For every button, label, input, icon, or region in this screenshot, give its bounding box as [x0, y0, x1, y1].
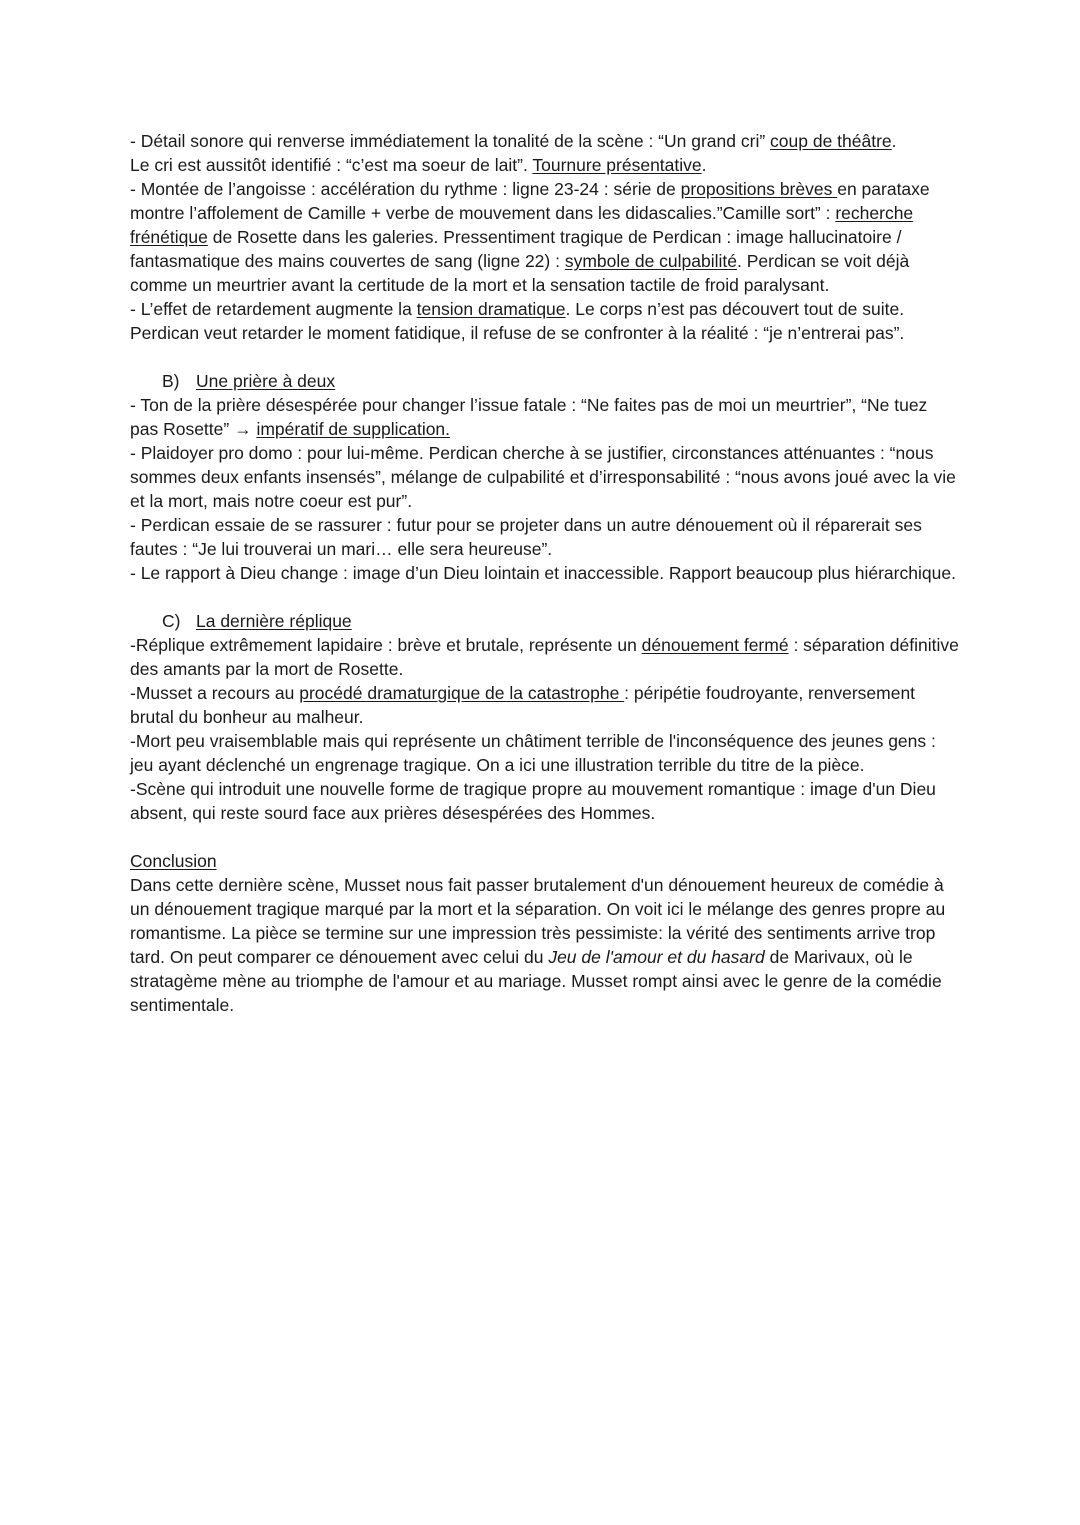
spacer [130, 585, 960, 609]
text-run: . [891, 131, 897, 151]
text-run: -Musset a recours au [130, 683, 300, 703]
underlined-term: symbole de culpabilité [564, 251, 738, 271]
text-run: Le cri est aussitôt identifié : “c’est ma soeur de lait”. [130, 155, 533, 175]
paragraph-plaidoyer: - Plaidoyer pro domo : pour lui-même. Perdican cherche à se justifier, circonstances atténuantes : “nous sommes deux enfants insensés”, mélange de culpabilité et d’irresponsabilité : “nous avons joué avec la vie et la mort, mais notre coeur est pur”. [130, 443, 956, 511]
text-run: Dans cette dernière scène, Musset nous fait passer brutalement d'un dénouement heureux de comédie à un dénouement tragique marqué par la mort et la séparation. On voit ici le mélange des genres propre au romantisme. La pièce se termine sur une impression très pessimiste: la vérité des sentiments arrive trop tard. On peut comparer ce dénouement avec celui du [130, 875, 946, 967]
section-b-heading [130, 369, 960, 393]
conclusion-heading [130, 849, 960, 873]
section-c-heading [130, 609, 960, 633]
text-run: -Réplique extrêmement lapidaire : brève et brutale, représente un [130, 635, 642, 655]
paragraph-mort: -Mort peu vraisemblable mais qui représente un châtiment terrible de l'inconséquence des jeunes gens : jeu ayant déclenché un engrenage tragique. On a ici une illustration terrible du titre de la pièce. [130, 731, 936, 775]
document-content [130, 129, 960, 1017]
paragraph-replique [130, 633, 960, 681]
section-title: La dernière réplique [196, 611, 352, 631]
section-letter: B) [162, 371, 180, 391]
paragraph-angoisse [130, 177, 960, 297]
text-run: : péripétie foudroyante, renversement brutal du bonheur au malheur. [130, 683, 916, 727]
paragraph-cri [130, 129, 960, 177]
text-run: . Le corps n’est pas découvert tout de suite. Perdican veut retarder le moment fatidique, il refuse de se confronter à la réalité : “je n’entrerai pas”. [130, 299, 905, 343]
text-run: : séparation définitive des amants par la mort de Rosette. [130, 635, 959, 679]
underlined-term: coup de théâtre [770, 131, 892, 151]
underlined-term: procédé dramaturgique de la catastrophe [299, 683, 625, 703]
text-run: - Montée de l’angoisse : accélération du rythme : ligne 23-24 : série de [130, 179, 681, 199]
paragraph-catastrophe [130, 681, 960, 729]
paragraph-conclusion [130, 873, 960, 1017]
underlined-term: Tournure présentative [532, 155, 702, 175]
section-letter: C) [162, 611, 181, 631]
text-run: - L’effet de retardement augmente la [130, 299, 417, 319]
spacer [130, 345, 960, 369]
italic-title: Jeu de l'amour et du hasard [548, 947, 765, 967]
text-run: en parataxe montre l’affolement de Camille + verbe de mouvement dans les didascalies.”Camille sort” : [130, 179, 930, 223]
paragraph-retardement [130, 297, 960, 345]
text-run: - Détail sonore qui renverse immédiatement la tonalité de la scène : “Un grand cri” [130, 131, 771, 151]
underlined-term: dénouement fermé [641, 635, 789, 655]
paragraph-tragique: -Scène qui introduit une nouvelle forme de tragique propre au mouvement romantique : image d'un Dieu absent, qui reste sourd face aux prières désespérées des Hommes. [130, 779, 936, 823]
paragraph-dieu: - Le rapport à Dieu change : image d’un Dieu lointain et inaccessible. Rapport beaucoup plus hiérarchique. [130, 563, 956, 583]
underlined-term: recherche frénétique [130, 203, 914, 247]
text-run: . [701, 155, 707, 175]
spacer [130, 825, 960, 849]
underlined-term: tension dramatique [416, 299, 566, 319]
text-run: - Ton de la prière désespérée pour changer l’issue fatale : “Ne faites pas de moi un meurtrier”, “Ne tuez pas Rosette” → [130, 395, 928, 439]
paragraph-priere [130, 393, 960, 441]
text-run: de Rosette dans les galeries. Pressentiment tragique de Perdican : image hallucinatoire / fantasmatique des mains couvertes de sang (ligne 22) : [130, 227, 902, 271]
section-title: Conclusion [130, 851, 217, 871]
text-run: de Marivaux, où le stratagème mène au triomphe de l'amour et au mariage. Musset rompt ainsi avec le genre de la comédie sentimentale. [130, 947, 942, 1015]
paragraph-rassurer: - Perdican essaie de se rassurer : futur pour se projeter dans un autre dénouement où il réparerait ses fautes : “Je lui trouverai un mari… elle sera heureuse”. [130, 515, 922, 559]
text-run: . Perdican se voit déjà comme un meurtrier avant la certitude de la mort et la sensation tactile de froid paralysant. [130, 251, 910, 295]
underlined-term: impératif de supplication. [256, 419, 451, 439]
underlined-term: propositions brèves [680, 179, 838, 199]
section-title: Une prière à deux [196, 371, 336, 391]
